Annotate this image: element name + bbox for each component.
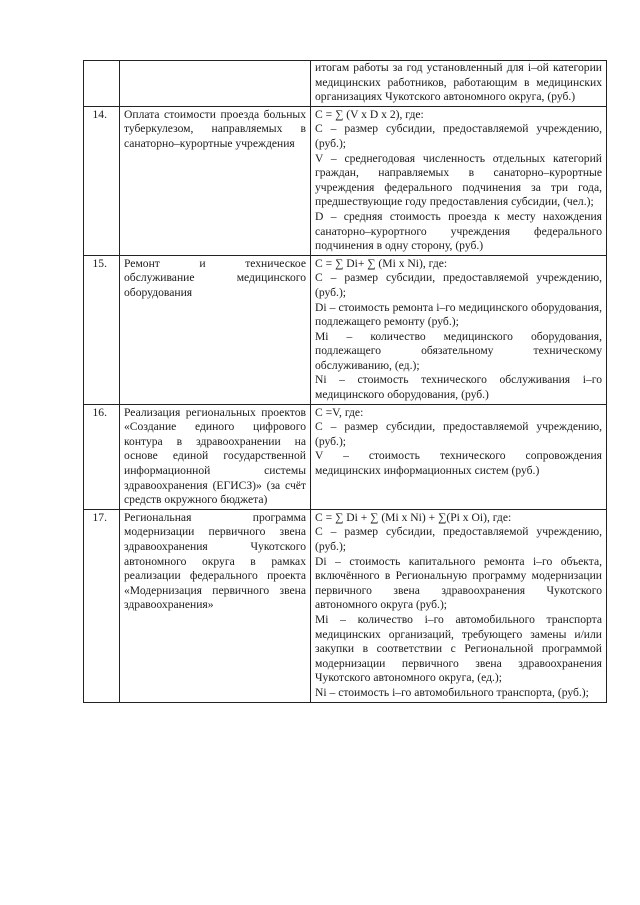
formula-cell xyxy=(311,61,607,107)
row-number: 16. xyxy=(84,404,120,509)
formula-cell xyxy=(311,509,607,702)
table-row xyxy=(84,61,607,107)
table-row xyxy=(84,106,607,255)
formula-line: V – стоимость технического сопровождения медицинских информационных систем (руб.) xyxy=(315,449,602,478)
formula-line: V – среднегодовая численность отдельных категорий граждан, направляемых в санаторно–курортные учреждения федерального подчинения за три года, предшествующие году предоставления субсидии, (чел.); xyxy=(315,151,602,209)
row-number: 14. xyxy=(84,106,120,255)
formula-line: C – размер субсидии, предоставляемой учреждению, (руб.); xyxy=(315,122,602,150)
row-number: 15. xyxy=(84,255,120,404)
formula-line: C = ∑ Di+ ∑ (Mi x Ni), где: xyxy=(315,256,448,270)
table-row xyxy=(84,404,607,509)
formula-cell xyxy=(311,106,607,255)
formula-line: D – средняя стоимость проезда к месту нахождения санаторно–курортного учреждения федерального подчинения в одну сторону, (руб.) xyxy=(315,209,602,253)
expense-name: Ремонт и техническое обслуживание медицинского оборудования xyxy=(120,255,311,404)
formula-line: C = ∑ Di + ∑ (Mi x Ni) + ∑(Pi x Oi), где: xyxy=(315,510,512,524)
formula-line: C – размер субсидии, предоставляемой учреждению, (руб.); xyxy=(315,525,602,553)
formula-line: Ni – стоимость i–го автомобильного транспорта, (руб.); xyxy=(315,685,589,699)
formula-line: Mi – количество i–го автомобильного транспорта медицинских организаций, требующего замены и/или закупки в соответствии с Региональной программой модернизации первичного звена здравоохранения Чукотского автономного округа, (ед.); xyxy=(315,612,602,685)
table-row xyxy=(84,255,607,404)
formula-line: итогам работы за год установленный для i–ой категории медицинских работников, работающим в медицинских организациях Чукотского автономного округа, (руб.) xyxy=(315,61,602,104)
subsidy-calculation-table xyxy=(83,60,607,703)
formula-line: C =V, где: xyxy=(315,405,364,419)
formula-line: Mi – количество медицинского оборудования, подлежащего обязательному техническому обслуживанию, (ед.); xyxy=(315,329,602,372)
formula-cell xyxy=(311,404,607,509)
table-row xyxy=(84,509,607,702)
formula-cell xyxy=(311,255,607,404)
row-number: 17. xyxy=(84,509,120,702)
formula-line: Ni – стоимость технического обслуживания i–го медицинского оборудования, (руб.) xyxy=(315,373,602,402)
formula-line: C – размер субсидии, предоставляемой учреждению, (руб.); xyxy=(315,271,602,299)
formula-line: C – размер субсидии, предоставляемой учреждению, (руб.); xyxy=(315,420,602,448)
table-body xyxy=(84,61,607,703)
expense-name: Реализация региональных проектов «Создание единого цифрового контура в здравоохранении на основе единой государственной информационной системы здравоохранения (ЕГИСЗ)» (за счёт средств окружного бюджета) xyxy=(120,404,311,509)
expense-name xyxy=(120,61,311,107)
expense-name: Оплата стоимости проезда больных туберкулезом, направляемых в санаторно–курортные учреждения xyxy=(120,106,311,255)
formula-line: Di – стоимость капитального ремонта i–го объекта, включённого в Региональную программу модернизации первичного звена здравоохранения Чукотского автономного округа (руб.); xyxy=(315,554,602,612)
row-number xyxy=(84,61,120,107)
expense-name: Региональная программа модернизации первичного звена здравоохранения Чукотского автономного округа в рамках реализации федерального проекта «Модернизация первичного звена здравоохранения» xyxy=(120,509,311,702)
formula-line: Di – стоимость ремонта i–го медицинского оборудования, подлежащего ремонту (руб.); xyxy=(315,300,602,329)
formula-line: C = ∑ (V x D x 2), где: xyxy=(315,107,424,121)
